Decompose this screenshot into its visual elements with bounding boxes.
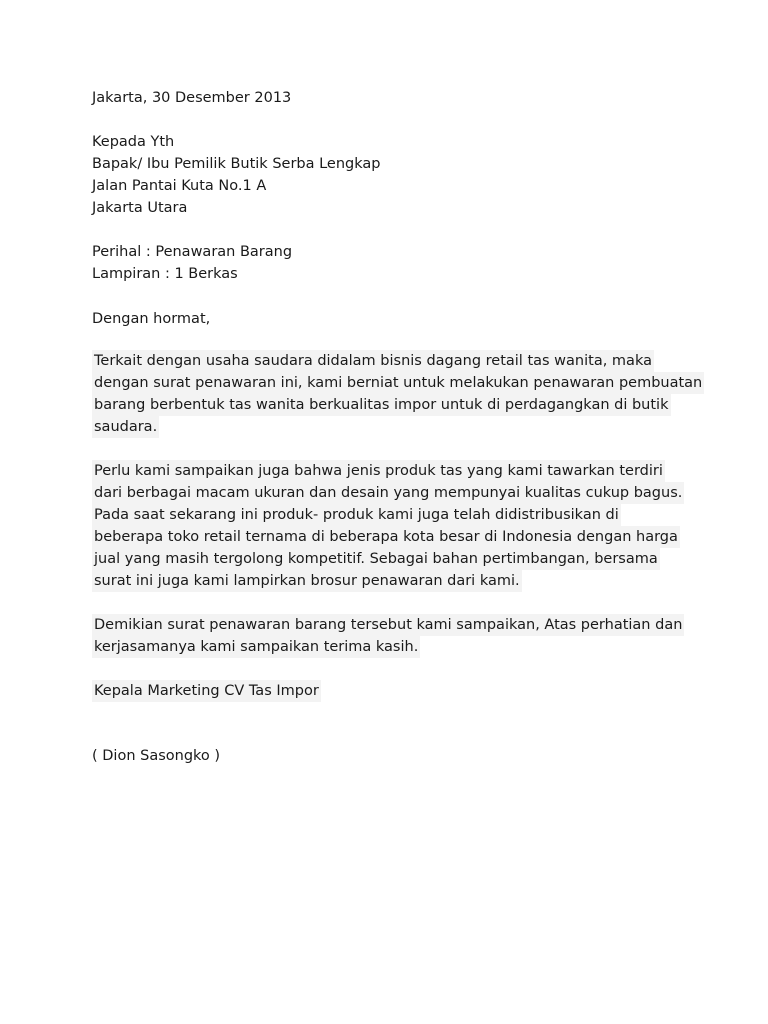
salutation: Dengan hormat,: [92, 311, 211, 327]
paragraph2-line: Pada saat sekarang ini produk- produk kami juga telah didistribusikan di: [92, 504, 621, 526]
paragraph2-line: surat ini juga kami lampirkan brosur penawaran dari kami.: [92, 570, 522, 592]
paragraph3-line: kerjasamanya kami sampaikan terima kasih.: [92, 636, 420, 658]
paragraph1-line: Terkait dengan usaha saudara didalam bisnis dagang retail tas wanita, maka: [92, 350, 654, 372]
paragraph1-line: dengan surat penawaran ini, kami berniat untuk melakukan penawaran pembuatan: [92, 372, 704, 394]
recipient-line: Kepada Yth: [92, 134, 175, 150]
paragraph2-line: Perlu kami sampaikan juga bahwa jenis produk tas yang kami tawarkan terdiri: [92, 460, 665, 482]
paragraph2-line: dari berbagai macam ukuran dan desain yang mempunyai kualitas cukup bagus.: [92, 482, 684, 504]
paragraph1-line: saudara.: [92, 416, 159, 438]
paragraph3-line: Demikian surat penawaran barang tersebut kami sampaikan, Atas perhatian dan: [92, 614, 684, 636]
paragraph2-line: jual yang masih tergolong kompetitif. Sebagai bahan pertimbangan, bersama: [92, 548, 660, 570]
paragraph1-line: barang berbentuk tas wanita berkualitas impor untuk di perdagangkan di butik: [92, 394, 671, 416]
subject-line: Perihal : Penawaran Barang: [92, 244, 293, 260]
signer-name: ( Dion Sasongko ): [92, 748, 221, 764]
letter-date: Jakarta, 30 Desember 2013: [92, 90, 292, 106]
recipient-line: Jakarta Utara: [92, 200, 188, 216]
signer-title: Kepala Marketing CV Tas Impor: [92, 680, 321, 702]
attachment-line: Lampiran : 1 Berkas: [92, 266, 238, 282]
paragraph2-line: beberapa toko retail ternama di beberapa kota besar di Indonesia dengan harga: [92, 526, 680, 548]
recipient-line: Bapak/ Ibu Pemilik Butik Serba Lengkap: [92, 156, 381, 172]
recipient-line: Jalan Pantai Kuta No.1 A: [92, 178, 267, 194]
